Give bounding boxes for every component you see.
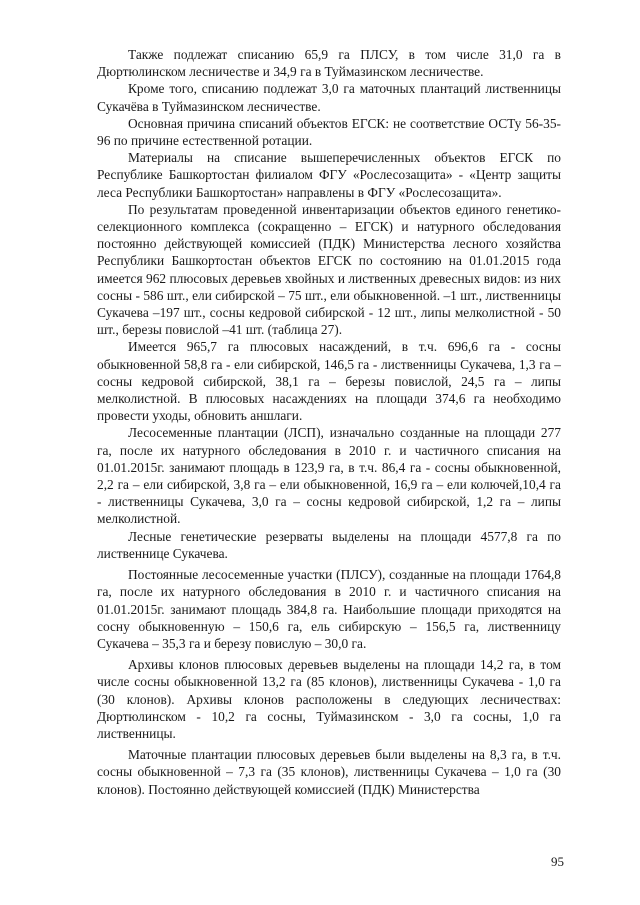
paragraph-mother-plantations: Маточные плантации плюсовых деревьев были выделены на 8,3 га, в т.ч. сосны обыкновенной – 7,3 га (35 клонов), лиственницы Сукачева – 1,0 га (30 клонов). Постоянно действующей комиссией (ПДК) Министерства [97, 747, 561, 797]
document-body [97, 46, 561, 798]
paragraph-clone-archives: Архивы клонов плюсовых деревьев выделены на площади 14,2 га, в том числе сосны обыкновенной 13,2 га (85 клонов), лиственницы Сукачева - 1,0 га (30 клонов). Архивы клонов расположены в следующих лесничествах: Дюртюлинском - 10,2 га сосны, Туймазинском - 3,0 га сосны, 1,0 га лиственницы. [97, 657, 561, 741]
paragraph-plus-stands: Имеется 965,7 га плюсовых насаждений, в т.ч. 696,6 га - сосны обыкновенной 58,8 га - ели сибирской, 146,5 га - лиственницы Сукачева, 1,3 га – сосны кедровой сибирской, 38,1 га – березы повислой, 24,5 га – липы мелколистной. В плюсовых насаждениях на площади 374,6 га необходимо провести уходы, обновить аншлаги. [97, 339, 561, 424]
paragraph-genetic-reserves: Лесные генетические резерваты выделены на площади 4577,8 га по лиственнице Сукачева. [97, 528, 561, 561]
paragraph-writeoff-materials: Материалы на списание вышеперечисленных объектов ЕГСК по Республике Башкортостан филиалом ФГУ «Рослесозащита» - «Центр защиты леса Республики Башкортостан» направлены в ФГУ «Рослесозащита». [97, 150, 561, 200]
paragraph-inventory-results: По результатам проведенной инвентаризации объектов единого генетико-селекционного комплекса (сокращенно – ЕГСК) и натурного обследования постоянно действующей комиссией (ПДК) Министерства лесного хозяйства Республики Башкортостан объектов ЕГСК по состоянию на 01.01.2015 года имеется 962 плюсовых деревьев хвойных и лиственных древесных видов: из них сосны - 586 шт., ели сибирской – 75 шт., ели обыкновенной. –1 шт., лиственницы Сукачева –197 шт., сосны кедровой сибирской - 12 шт., липы мелколистной - 50 шт., березы повислой –41 шт. (таблица 27). [97, 201, 561, 338]
paragraph-seed-orchards: Лесосеменные плантации (ЛСП), изначально созданные на площади 277 га, после их натурного обследования в 2010 г. и частичного списания на 01.01.2015г. занимают площадь в 123,9 га, в т.ч. 86,4 га - сосны обыкновенной, 2,2 га – ели сибирской, 3,8 га – ели обыкновенной, 16,9 га – ели колючей,10,4 га - лиственницы Сукачева, 3,0 га – сосны кедровой сибирской, 1,2 га – липы мелколистной. [97, 425, 561, 527]
paragraph-writeoff-reason: Основная причина списаний объектов ЕГСК: не соответствие ОСТу 56-35-96 по причине естественной ротации. [97, 115, 561, 149]
page-number: 95 [551, 854, 564, 869]
paragraph-plsu-writeoff: Также подлежат списанию 65,9 га ПЛСУ, в том числе 31,0 га в Дюртюлинском лесничестве и 34,9 га в Туймазинском лесничестве. [97, 47, 561, 80]
paragraph-seed-plantations-writeoff: Кроме того, списанию подлежат 3,0 га маточных плантаций лиственницы Сукачёва в Туймазинском лесничестве. [97, 81, 561, 114]
paragraph-permanent-seed-plots: Постоянные лесосеменные участки (ПЛСУ), созданные на площади 1764,8 га, после их натурного обследования в 2010 г. и частичного списания на 01.01.2015г. занимают площадь 384,8 га. Наибольшие площади приходятся на сосну обыкновенную – 150,6 га, ель сибирскую – 156,5 га, лиственницу Сукачева – 35,3 га и березу повислую – 30,0 га. [97, 567, 561, 651]
